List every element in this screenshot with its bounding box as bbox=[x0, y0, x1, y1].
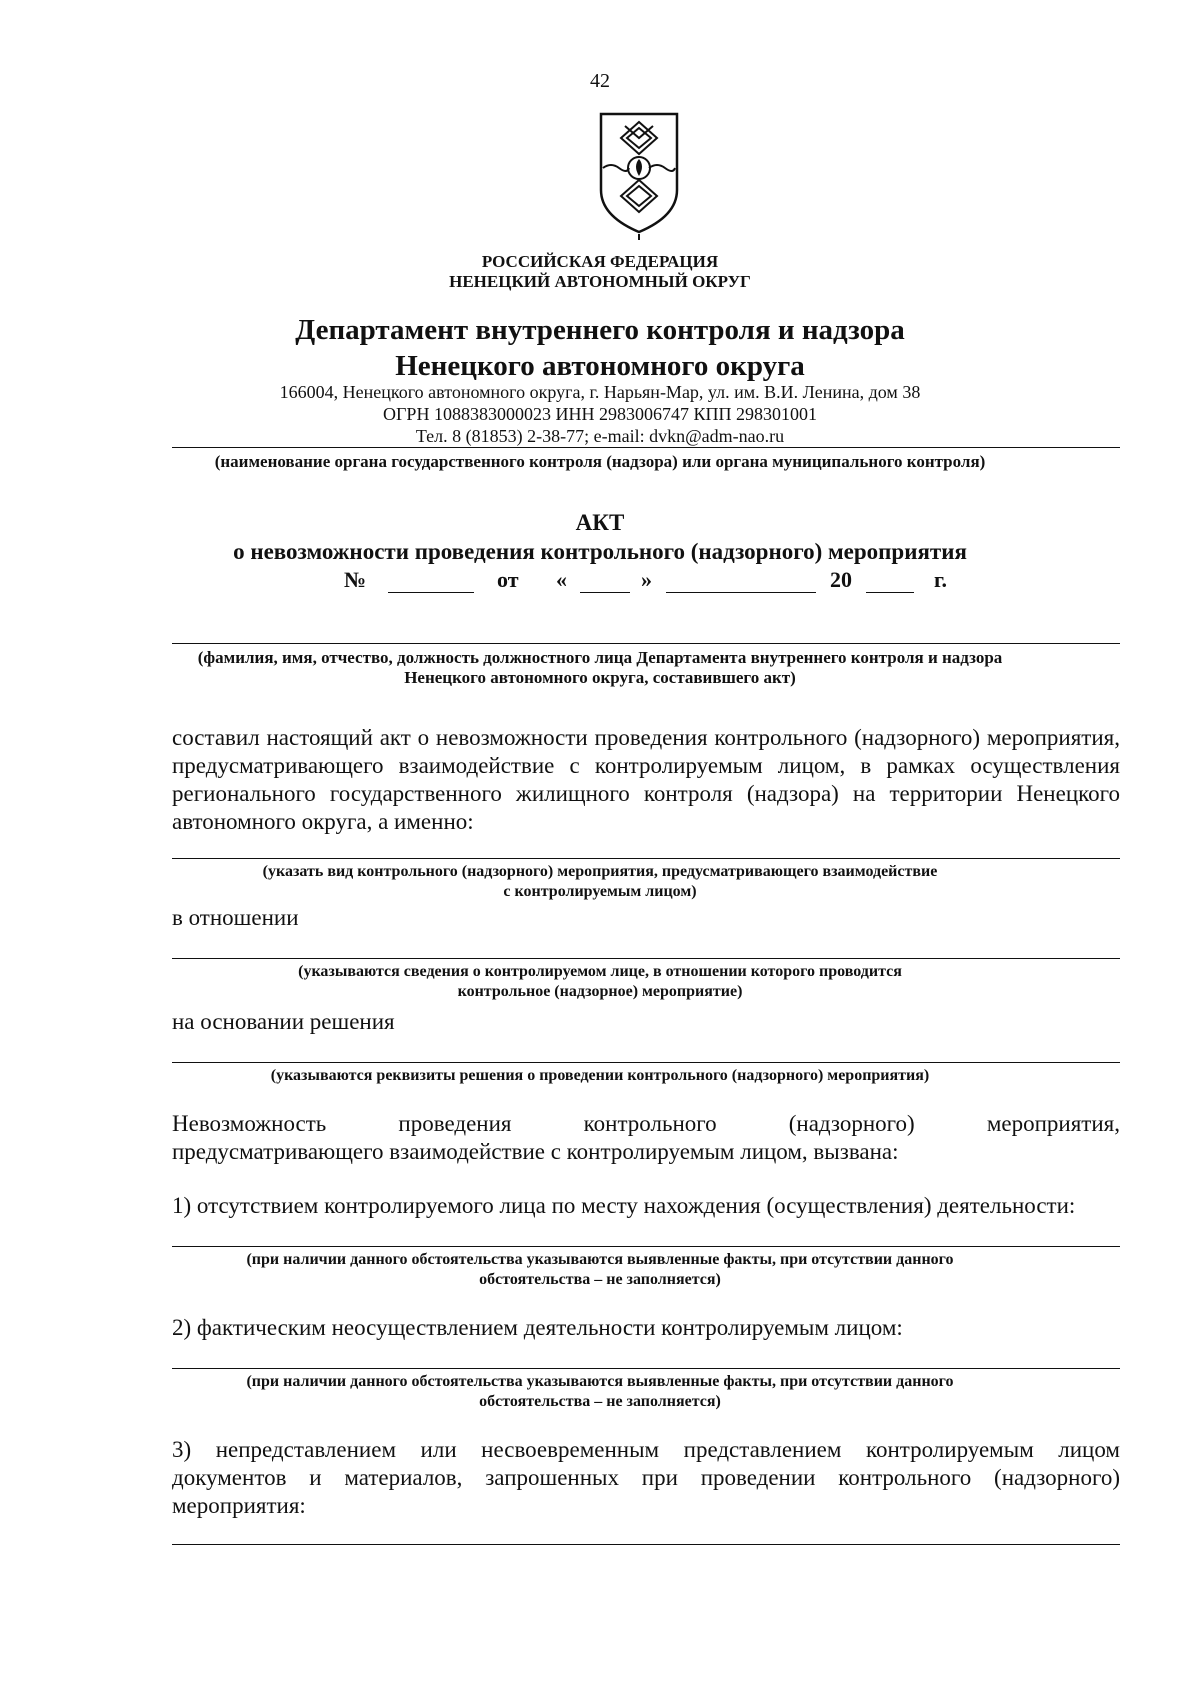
department-requisites bbox=[0, 381, 1200, 447]
act-subtitle: о невозможности проведения контрольного (надзорного) мероприятия bbox=[233, 539, 967, 564]
quote-open: « bbox=[556, 567, 567, 592]
act-body-paragraph: составил настоящий акт о невозможности проведения контрольного (надзорного) мероприятия, предусматривающего взаимодействие с контролируемым лицом, в рамках осуществления регионального государственного жилищного контроля (надзора) на территории Ненецкого автономного округа, а именно: bbox=[172, 725, 1120, 834]
act-day-field[interactable] bbox=[580, 592, 630, 593]
country-header bbox=[0, 252, 1200, 292]
department-contacts: Тел. 8 (81853) 2-38-77; e-mail: dvkn@adm-nao.ru bbox=[415, 426, 785, 446]
reason-1-field[interactable] bbox=[172, 1246, 1120, 1247]
person-caption bbox=[0, 962, 1200, 1002]
reason-1-caption-line1: (при наличии данного обстоятельства указываются выявленные факты, при отсутствии данного bbox=[246, 1251, 954, 1268]
act-number-field[interactable] bbox=[388, 592, 474, 593]
reason-2: 2) фактическим неосуществлением деятельности контролируемым лицом: bbox=[172, 1315, 903, 1340]
event-caption-line1: (указать вид контрольного (надзорного) мероприятия, предусматривающего взаимодействие bbox=[262, 863, 938, 880]
event-caption-line2: с контролируемым лицом) bbox=[503, 883, 697, 900]
in-relation-label: в отношении bbox=[172, 905, 299, 930]
reason-1-caption-line2: обстоятельства – не заполняется) bbox=[479, 1271, 721, 1288]
person-caption-line1: (указываются сведения о контролируемом лице, в отношении которого проводится bbox=[298, 963, 902, 980]
impossibility-line1: Невозможность проведения контрольного (надзорного) мероприятия, bbox=[172, 1111, 1120, 1136]
department-address: 166004, Ненецкого автономного округа, г. Нарьян-Мар, ул. им. В.И. Ленина, дом 38 bbox=[279, 382, 921, 402]
header-divider bbox=[172, 447, 1120, 448]
country-name: РОССИЙСКАЯ ФЕДЕРАЦИЯ bbox=[481, 252, 719, 271]
number-sign: № bbox=[344, 567, 367, 592]
region-name: НЕНЕЦКИЙ АВТОНОМНЫЙ ОКРУГ bbox=[449, 272, 751, 291]
department-title-line1: Департамент внутреннего контроля и надзора bbox=[295, 314, 905, 346]
act-month-field[interactable] bbox=[666, 592, 816, 593]
reason-1-caption bbox=[0, 1250, 1200, 1290]
impossibility-line2: предусматривающего взаимодействие с контролируемым лицом, вызвана: bbox=[172, 1139, 899, 1164]
department-registration: ОГРН 1088383000023 ИНН 2983006747 КПП 298301001 bbox=[383, 404, 817, 424]
org-caption: (наименование органа государственного контроля (надзора) или органа муниципального контроля) bbox=[214, 452, 986, 471]
reason-3-field[interactable] bbox=[172, 1544, 1120, 1545]
reason-1: 1) отсутствием контролируемого лица по месту нахождения (осуществления) деятельности: bbox=[172, 1193, 1076, 1218]
official-caption-line2: Ненецкого автономного округа, составившего акт) bbox=[404, 668, 796, 687]
decision-details-field[interactable] bbox=[172, 1062, 1120, 1063]
department-title bbox=[0, 312, 1200, 384]
department-title-line2: Ненецкого автономного округа bbox=[395, 350, 805, 382]
act-year-field[interactable] bbox=[866, 592, 914, 593]
year-suffix: г. bbox=[934, 567, 948, 592]
official-caption bbox=[0, 648, 1200, 688]
year-prefix: 20 bbox=[830, 567, 852, 592]
from-label: от bbox=[497, 567, 519, 592]
official-name-field[interactable] bbox=[172, 643, 1120, 644]
page-number: 42 bbox=[590, 70, 610, 92]
reason-3: 3) непредставлением или несвоевременным представлением контролируемым лицом документов и материалов, запрошенных при проведении контрольного (надзорного) мероприятия: bbox=[172, 1437, 1120, 1518]
basis-caption: (указываются реквизиты решения о проведении контрольного (надзорного) мероприятия) bbox=[270, 1067, 930, 1084]
reason-2-caption-line2: обстоятельства – не заполняется) bbox=[479, 1393, 721, 1410]
official-caption-line1: (фамилия, имя, отчество, должность должностного лица Департамента внутреннего контроля и надзора bbox=[197, 648, 1003, 667]
event-type-field[interactable] bbox=[172, 858, 1120, 859]
event-caption bbox=[0, 862, 1200, 902]
act-title: АКТ bbox=[575, 510, 625, 535]
reason-2-field[interactable] bbox=[172, 1368, 1120, 1369]
person-caption-line2: контрольное (надзорное) мероприятие) bbox=[457, 983, 743, 1000]
reason-2-caption bbox=[0, 1372, 1200, 1412]
controlled-person-field[interactable] bbox=[172, 958, 1120, 959]
basis-label: на основании решения bbox=[172, 1009, 395, 1034]
quote-close: » bbox=[641, 567, 652, 592]
reason-2-caption-line1: (при наличии данного обстоятельства указываются выявленные факты, при отсутствии данного bbox=[246, 1373, 954, 1390]
act-heading bbox=[0, 508, 1200, 566]
coat-of-arms-emblem bbox=[595, 108, 683, 240]
